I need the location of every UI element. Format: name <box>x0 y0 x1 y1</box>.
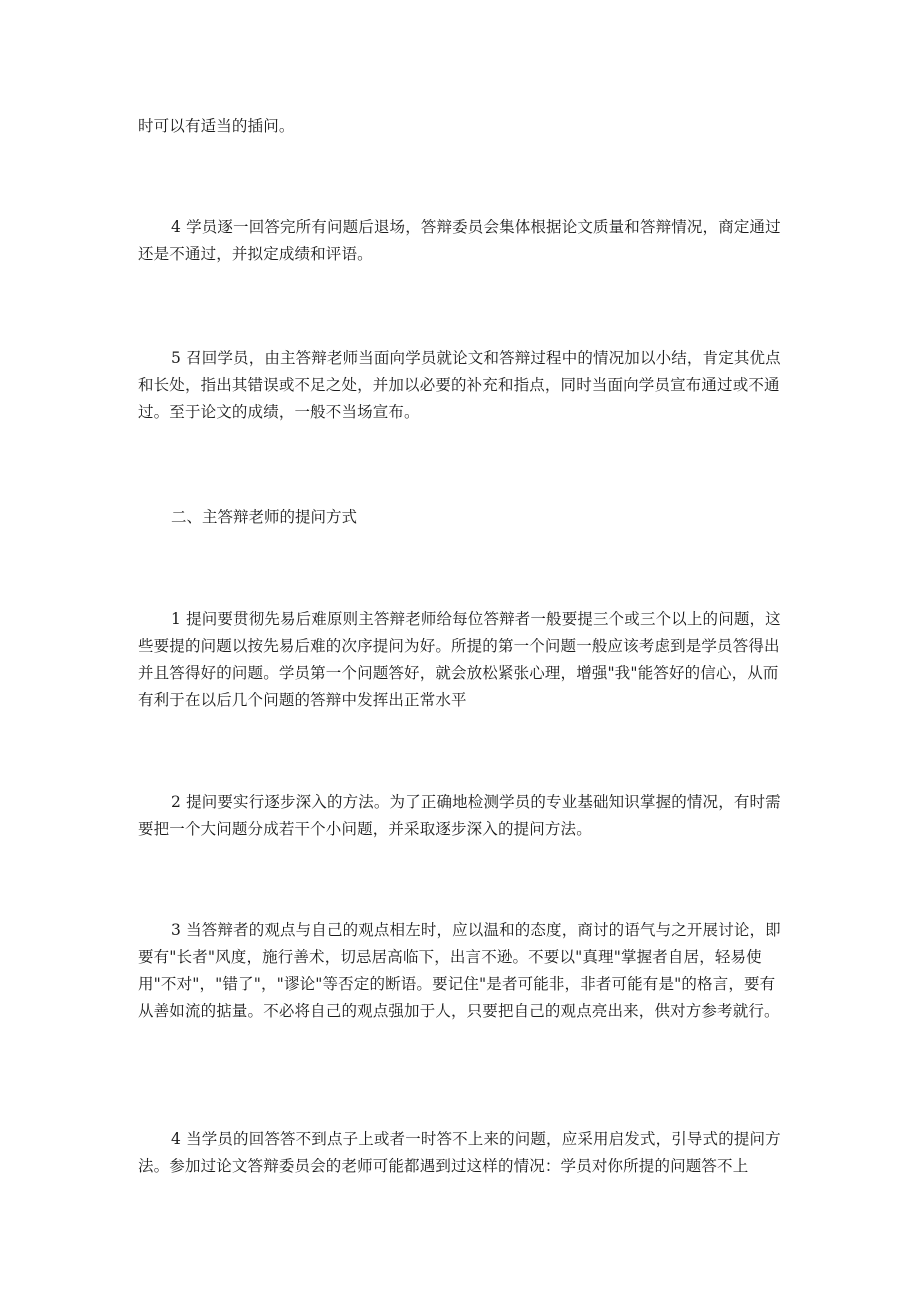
paragraph-step-5: 5 召回学员，由主答辩老师当面向学员就论文和答辩过程中的情况加以小结，肯定其优点和长处，指出其错误或不足之处，并加以必要的补充和指点，同时当面向学员宣布通过或不通过。至于论文的成绩，一般不当场宣布。 <box>138 349 781 421</box>
section-heading: 二、主答辩老师的提问方式 <box>171 508 358 526</box>
paragraph-continuation: 时可以有适当的插问。 <box>138 117 295 135</box>
paragraph-step-4: 4 学员逐一回答完所有问题后退场，答辩委员会集体根据论文质量和答辩情况，商定通过还是不通过，并拟定成绩和评语。 <box>138 218 781 263</box>
paragraph-question-1: 1 提问要贯彻先易后难原则主答辩老师给每位答辩者一般要提三个或三个以上的问题，这些要提的问题以按先易后难的次序提问为好。所提的第一个问题一般应该考虑到是学员答得出并且答得好的问题。学员第一个问题答好，就会放松紧张心理，增强"我"能答好的信心，从而有利于在以后几个问题的答辩中发挥出正常水平 <box>138 610 781 709</box>
paragraph-question-2: 2 提问要实行逐步深入的方法。为了正确地检测学员的专业基础知识掌握的情况，有时需要把一个大问题分成若干个小问题，并采取逐步深入的提问方法。 <box>138 793 781 838</box>
paragraph-question-3: 3 当答辩者的观点与自己的观点相左时，应以温和的态度，商讨的语气与之开展讨论，即要有"长者"风度，施行善术，切忌居高临下，出言不逊。不要以"真理"掌握者自居，轻易使用"不对"，"错了"，"谬论"等否定的断语。要记住"是者可能非，非者可能有是"的格言，要有从善如流的掂量。不必将自己的观点强加于人，只要把自己的观点亮出来，供对方参考就行。 <box>138 921 781 1020</box>
paragraph-question-4: 4 当学员的回答答不到点子上或者一时答不上来的问题，应采用启发式，引导式的提问方法。参加过论文答辩委员会的老师可能都遇到过这样的情况：学员对你所提的问题答不上 <box>138 1130 781 1175</box>
